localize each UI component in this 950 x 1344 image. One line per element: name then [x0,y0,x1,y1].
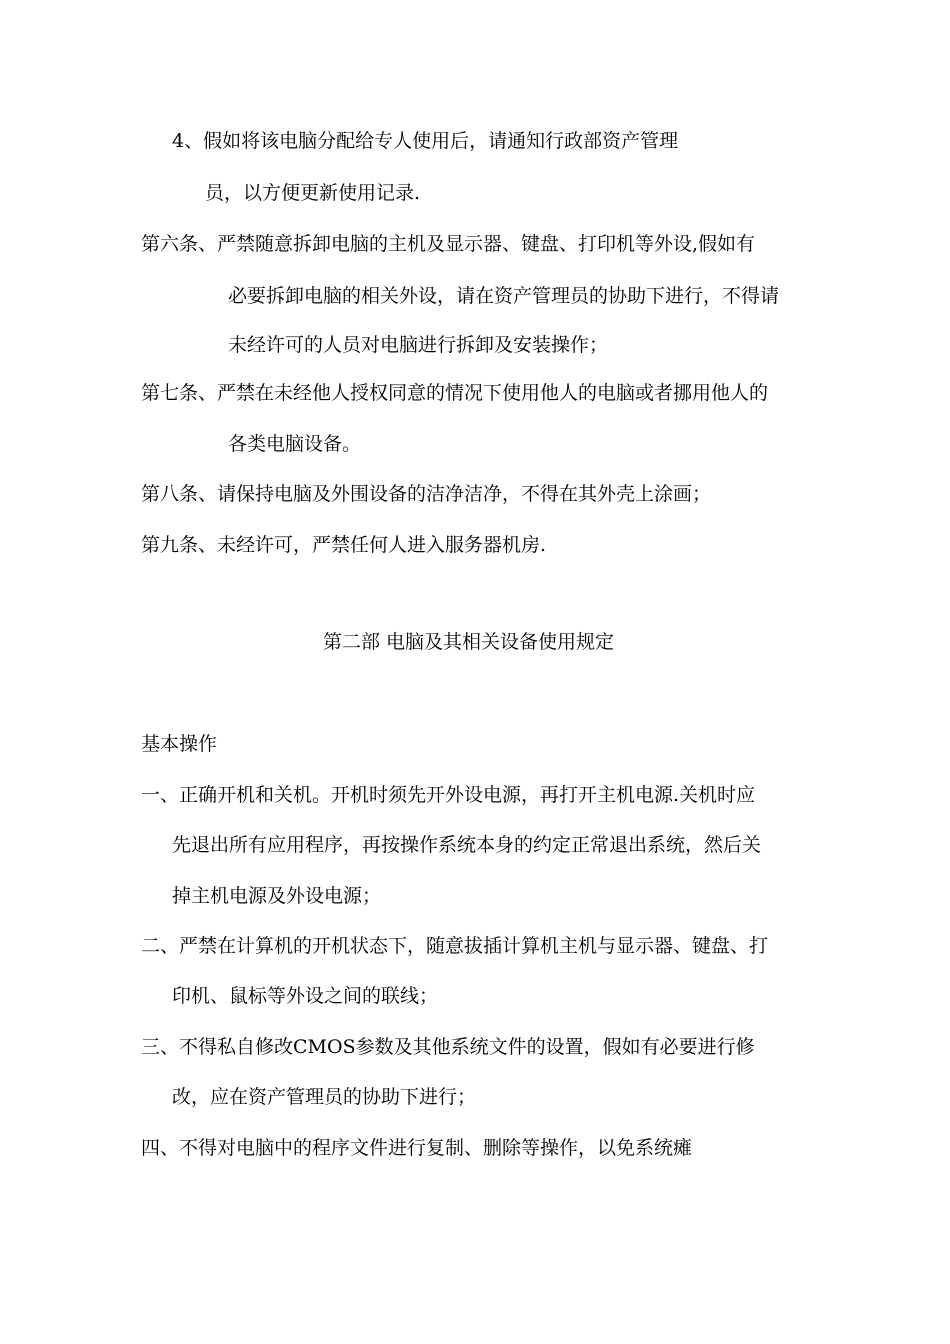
subsection-heading: 基本操作 [141,733,218,755]
rule-3-cont: 改，应在资产管理员的协助下进行； [172,1086,477,1108]
clause-6-cont-1: 必要拆卸电脑的相关外设，请在资产管理员的协助下进行，不得请 [228,285,780,307]
clause-6: 第六条、严禁随意拆卸电脑的主机及显示器、键盘、打印机等外设,假如有 [141,233,756,255]
clause-5-item-4-cont: 员，以方便更新使用记录. [205,182,421,204]
rule-4: 四、不得对电脑中的程序文件进行复制、删除等操作，以免系统瘫 [141,1137,693,1159]
section-heading: 第二部 电脑及其相关设备使用规定 [323,631,615,653]
rule-2-cont: 印机、鼠标等外设之间的联线； [172,985,439,1007]
clause-7: 第七条、严禁在未经他人授权同意的情况下使用他人的电脑或者挪用他人的 [141,382,769,404]
clause-5-item-4: 4、假如将该电脑分配给专人使用后，请通知行政部资产管理 [172,130,679,152]
clause-9: 第九条、未经许可，严禁任何人进入服务器机房. [141,534,547,556]
rule-2: 二、严禁在计算机的开机状态下，随意拔插计算机主机与显示器、键盘、打 [141,935,769,957]
rule-1-cont-2: 掉主机电源及外设电源； [172,885,382,907]
rule-1-cont-1: 先退出所有应用程序，再按操作系统本身的约定正常退出系统，然后关 [172,834,762,856]
clause-8: 第八条、请保持电脑及外围设备的洁净洁净，不得在其外壳上涂画； [141,483,712,505]
rule-1: 一、正确开机和关机。开机时须先开外设电源，再打开主机电源.关机时应 [141,784,756,806]
rule-3: 三、不得私自修改CMOS参数及其他系统文件的设置，假如有必要进行修 [141,1036,755,1058]
clause-7-cont: 各类电脑设备。 [228,433,362,455]
clause-6-cont-2: 未经许可的人员对电脑进行拆卸及安装操作； [228,334,609,356]
